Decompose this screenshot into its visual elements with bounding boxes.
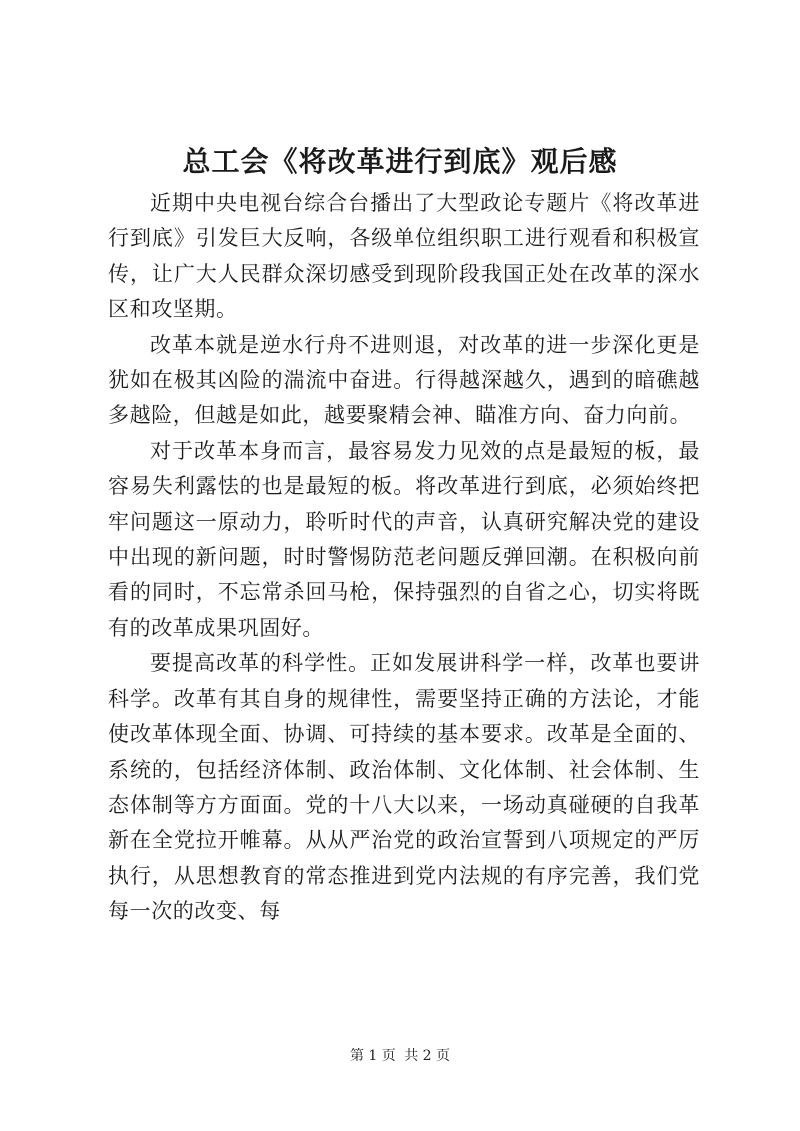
page-number: 第 1 页 [349,1048,396,1064]
paragraph-2: 改革本就是逆水行舟不进则退，对改革的进一步深化更是犹如在极其凶险的湍流中奋进。行得越深越久，遇到的暗礁越多越险，但越是如此，越要聚精会神、瞄准方向、奋力向前。 [108,332,700,428]
paragraph-4: 要提高改革的科学性。正如发展讲科学一样，改革也要讲科学。改革有其自身的规律性，需要坚持正确的方法论，才能使改革体现全面、协调、可持续的基本要求。改革是全面的、系统的，包括经济体制、政治体制、文化体制、社会体制、生态体制等方方面面。党的十八大以来，一场动真碰硬的自我革新在全党拉开帷幕。从从严治党的政治宣誓到八项规定的严厉执行，从思想教育的常态推进到党内法规的有序完善，我们党每一次的改变、每 [108,651,700,924]
paragraph-1: 近期中央电视台综合台播出了大型政论专题片《将改革进行到底》引发巨大反响，各级单位组织职工进行观看和积极宣传，让广大人民群众深切感受到现阶段我国正处在改革的深水区和攻坚期。 [108,191,700,322]
page-footer [0,1046,800,1066]
document-title: 总工会《将改革进行到底》观后感 [182,145,618,178]
document-body [108,186,700,930]
page-total: 共 2 页 [404,1048,451,1064]
paragraph-3: 对于改革本身而言，最容易发力见效的点是最短的板，最容易失利露怯的也是最短的板。将改革进行到底，必须始终把牢问题这一原动力，聆听时代的声音，认真研究解决党的建设中出现的新问题，时时警惕防范老问题反弹回潮。在积极向前看的同时，不忘常杀回马枪，保持强烈的自省之心，切实将既有的改革成果巩固好。 [108,438,700,640]
